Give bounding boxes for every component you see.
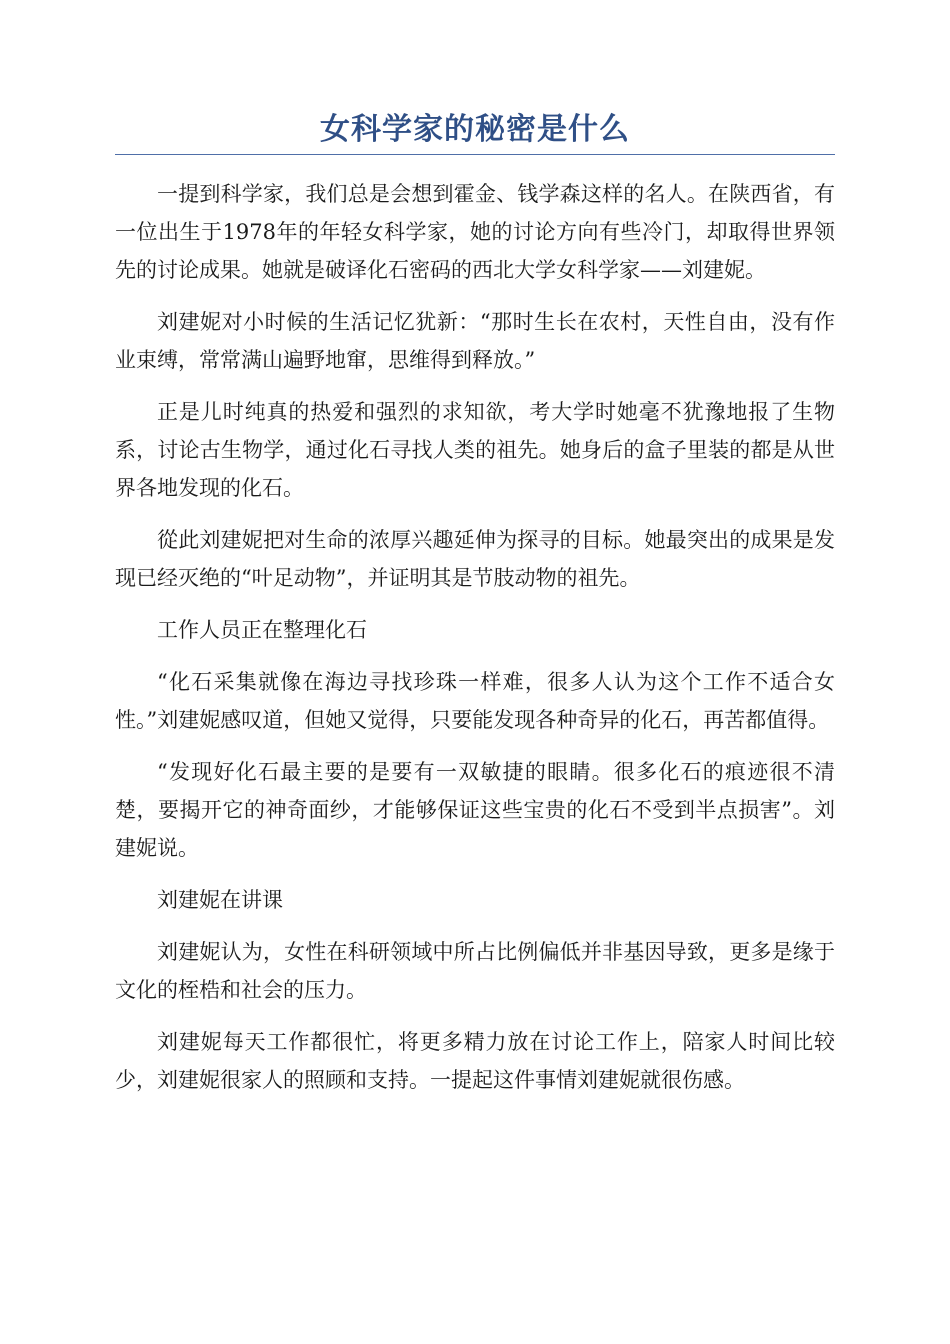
paragraph: 從此刘建妮把对生命的浓厚兴趣延伸为探寻的目标。她最突出的成果是发现已经灭绝的“叶足动物”，并证明其是节肢动物的祖先。	[115, 528, 835, 590]
paragraph: 刘建妮对小时候的生活记忆犹新：“那时生长在农村，天性自由，没有作业束缚，常常满山遍野地窜，思维得到释放。”	[115, 310, 835, 372]
document-body	[115, 175, 835, 1099]
paragraph: 刘建妮每天工作都很忙，将更多精力放在讨论工作上，陪家人时间比较少，刘建妮很家人的照顾和支持。一提起这件事情刘建妮就很伤感。	[115, 1030, 835, 1092]
paragraph: “发现好化石最主要的是要有一双敏捷的眼睛。很多化石的痕迹很不清楚，要揭开它的神奇面纱，才能够保证这些宝贵的化石不受到半点损害”。刘建妮说。	[115, 760, 835, 860]
paragraph: “化石采集就像在海边寻找珍珠一样难，很多人认为这个工作不适合女性。”刘建妮感叹道，但她又觉得，只要能发现各种奇异的化石，再苦都值得。	[115, 670, 835, 732]
paragraph: 一提到科学家，我们总是会想到霍金、钱学森这样的名人。在陕西省，有一位出生于1978年的年轻女科学家，她的讨论方向有些冷门，却取得世界领先的讨论成果。她就是破译化石密码的西北大学女科学家——刘建妮。	[115, 182, 835, 282]
paragraph: 正是儿时纯真的热爱和强烈的求知欲，考大学时她毫不犹豫地报了生物系，讨论古生物学，通过化石寻找人类的祖先。她身后的盒子里装的都是从世界各地发现的化石。	[115, 400, 835, 500]
document-page	[115, 108, 835, 1113]
image-caption: 刘建妮在讲课	[157, 888, 283, 912]
paragraph: 刘建妮认为，女性在科研领域中所占比例偏低并非基因导致，更多是缘于文化的桎梏和社会的压力。	[115, 940, 835, 1002]
image-caption: 工作人员正在整理化石	[157, 618, 367, 642]
document-title: 女科学家的秘密是什么	[115, 108, 835, 155]
